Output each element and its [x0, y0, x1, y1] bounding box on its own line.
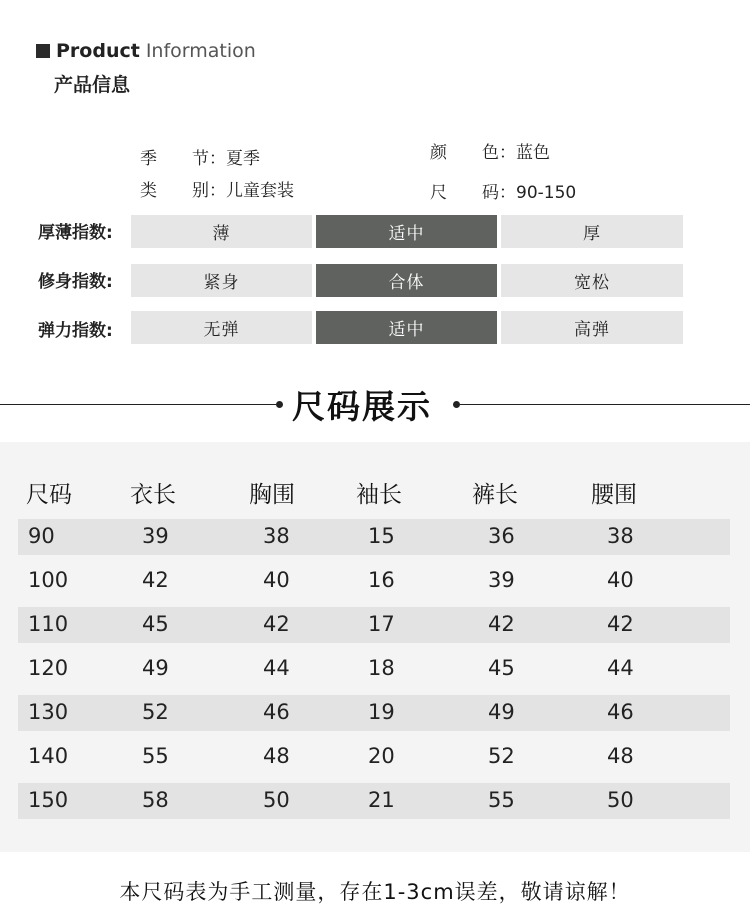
table-cell-waist: 48 — [607, 744, 634, 768]
table-cell-waist: 46 — [607, 700, 634, 724]
elasticity-option-none: 无弹 — [131, 311, 312, 344]
table-cell-length: 52 — [142, 700, 169, 724]
size-section-title: 尺码展示 — [292, 387, 432, 426]
table-cell-pants: 39 — [488, 568, 515, 592]
table-cell-pants: 49 — [488, 700, 515, 724]
divider-line-left — [0, 404, 276, 405]
fit-option-tight: 紧身 — [131, 264, 312, 297]
col-header-chest: 胸围 — [249, 482, 295, 508]
col-header-waist: 腰围 — [591, 482, 637, 508]
table-cell-length: 49 — [142, 656, 169, 680]
header-title-row — [36, 40, 256, 62]
table-cell-length: 39 — [142, 524, 169, 548]
attr-category-value: 儿童套装 — [226, 181, 294, 201]
col-header-size: 尺码 — [26, 482, 72, 508]
table-cell-pants: 42 — [488, 612, 515, 636]
attr-size-value: 90-150 — [516, 183, 577, 203]
table-cell-chest: 40 — [263, 568, 290, 592]
table-cell-waist: 50 — [607, 788, 634, 812]
table-cell-size: 120 — [28, 656, 69, 680]
header-title-en-bold: Product — [56, 40, 140, 62]
table-cell-waist: 40 — [607, 568, 634, 592]
table-cell-length: 45 — [142, 612, 169, 636]
table-cell-size: 90 — [28, 524, 55, 548]
attr-season — [140, 144, 260, 169]
table-cell-waist: 42 — [607, 612, 634, 636]
col-header-sleeve: 袖长 — [356, 482, 402, 508]
table-cell-sleeve: 20 — [368, 744, 395, 768]
table-cell-size: 140 — [28, 744, 69, 768]
attr-season-value: 夏季 — [226, 149, 260, 169]
table-cell-size: 150 — [28, 788, 69, 812]
table-cell-sleeve: 19 — [368, 700, 395, 724]
measurement-footnote: 本尺码表为手工测量，存在1-3cm误差，敬请谅解！ — [119, 880, 631, 904]
attr-category-key-b: 别： — [192, 181, 226, 201]
attr-season-key-b: 节： — [192, 149, 226, 169]
attr-category — [140, 176, 294, 201]
table-cell-sleeve: 18 — [368, 656, 395, 680]
attr-size — [430, 178, 576, 203]
table-cell-chest: 46 — [263, 700, 290, 724]
col-header-pants: 裤长 — [472, 482, 518, 508]
attr-season-key-a: 季 — [140, 149, 157, 169]
thickness-index-label: 厚薄指数: — [38, 223, 113, 243]
table-cell-size: 100 — [28, 568, 69, 592]
divider-line-right — [460, 404, 750, 405]
thickness-option-medium: 适中 — [316, 215, 497, 248]
table-cell-pants: 36 — [488, 524, 515, 548]
attr-color-key-a: 颜 — [430, 143, 447, 163]
elasticity-option-medium: 适中 — [316, 311, 497, 344]
square-bullet-icon — [36, 44, 50, 58]
table-cell-sleeve: 16 — [368, 568, 395, 592]
table-cell-pants: 52 — [488, 744, 515, 768]
elasticity-index-label: 弹力指数: — [38, 321, 113, 341]
attr-color-key-b: 色： — [482, 143, 516, 163]
table-cell-pants: 45 — [488, 656, 515, 680]
table-cell-size: 110 — [28, 612, 69, 636]
attr-category-key-a: 类 — [140, 181, 157, 201]
fit-index-label: 修身指数: — [38, 272, 113, 292]
table-cell-chest: 48 — [263, 744, 290, 768]
product-info-header — [36, 40, 256, 97]
divider-dot-right — [453, 401, 460, 408]
attr-size-key-b: 码： — [482, 183, 516, 203]
table-cell-pants: 55 — [488, 788, 515, 812]
table-cell-size: 130 — [28, 700, 69, 724]
table-cell-chest: 42 — [263, 612, 290, 636]
attr-size-key-a: 尺 — [430, 183, 447, 203]
table-cell-chest: 50 — [263, 788, 290, 812]
header-title-cn: 产品信息 — [54, 74, 131, 96]
table-cell-sleeve: 15 — [368, 524, 395, 548]
divider-dot-left — [276, 401, 283, 408]
fit-option-regular: 合体 — [316, 264, 497, 297]
table-cell-length: 55 — [142, 744, 169, 768]
attr-color-value: 蓝色 — [516, 143, 550, 163]
table-cell-waist: 44 — [607, 656, 634, 680]
table-cell-length: 58 — [142, 788, 169, 812]
elasticity-option-high: 高弹 — [501, 311, 683, 344]
fit-option-loose: 宽松 — [501, 264, 683, 297]
table-cell-sleeve: 21 — [368, 788, 395, 812]
col-header-length: 衣长 — [130, 482, 176, 508]
header-title-en-light: Information — [145, 40, 256, 62]
thickness-option-thick: 厚 — [501, 215, 683, 248]
thickness-option-thin: 薄 — [131, 215, 312, 248]
attr-color — [430, 138, 550, 163]
table-cell-chest: 44 — [263, 656, 290, 680]
table-cell-chest: 38 — [263, 524, 290, 548]
table-cell-sleeve: 17 — [368, 612, 395, 636]
table-cell-waist: 38 — [607, 524, 634, 548]
table-cell-length: 42 — [142, 568, 169, 592]
